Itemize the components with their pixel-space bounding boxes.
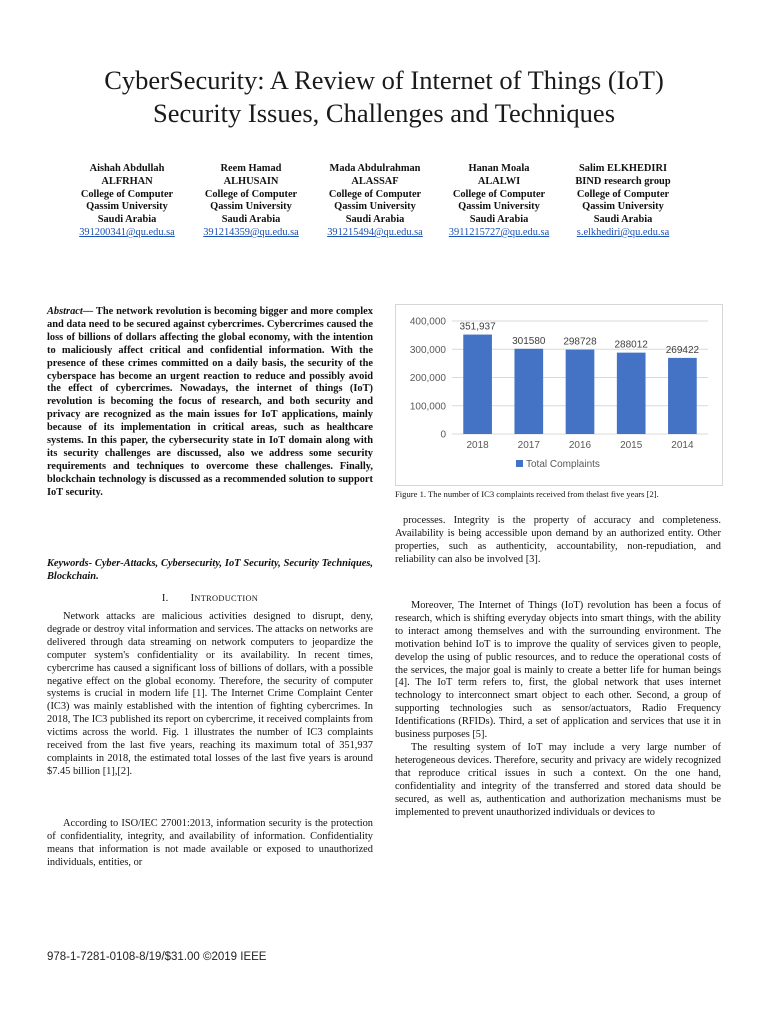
- y-tick-label: 400,000: [409, 316, 446, 328]
- data-label: 269422: [665, 344, 700, 356]
- x-tick-label: 2014: [671, 440, 694, 451]
- intro-paragraph-2: [47, 818, 373, 870]
- author-name: Reem Hamad: [220, 163, 282, 174]
- author-country: Saudi Arabia: [345, 214, 405, 226]
- y-tick-label: 200,000: [409, 373, 446, 384]
- author-country: Saudi Arabia: [593, 214, 653, 226]
- data-label: 301580: [512, 335, 546, 347]
- author-college: College of Computer: [452, 188, 546, 200]
- author-country: Saudi Arabia: [97, 214, 157, 226]
- author-college: College of Computer: [328, 188, 422, 200]
- bar-2014: [668, 358, 697, 434]
- author-name: Hanan Moala: [468, 163, 530, 174]
- section-number: I.: [161, 593, 169, 604]
- section-initial: I: [190, 593, 195, 604]
- author-email-link[interactable]: 391214359@qu.edu.sa: [203, 226, 299, 238]
- author-name: Mada Abdulrahman: [329, 163, 421, 174]
- paragraph-text: The resulting system of IoT may include a very large number of heterogeneous devices. Therefore, security and privacy are widely recognized that reproduce critical issues in such a context. On the one hand, confidentiality and integrity of the transferred and stored data should be secured, as well as, authentication and authorization mechanisms must be implemented to prevent unauthorized individuals or devices to: [395, 741, 721, 818]
- y-tick-label: 0: [440, 429, 446, 441]
- author-surname: ALHUSAIN: [223, 175, 279, 187]
- x-tick-label: 2016: [568, 440, 592, 451]
- author-email-link[interactable]: 3911215727@qu.edu.sa: [448, 226, 550, 238]
- author-country: Saudi Arabia: [221, 214, 281, 226]
- title-line-2: Security Issues, Challenges and Techniques: [152, 98, 616, 128]
- x-tick-label: 2017: [517, 440, 540, 451]
- author-email-link[interactable]: s.elkhediri@qu.edu.sa: [576, 226, 670, 238]
- data-label: 298728: [563, 336, 597, 348]
- copyright-footer: 978-1-7281-0108-8/19/$31.00 ©2019 IEEE: [47, 951, 267, 963]
- author-email-link[interactable]: 391215494@qu.edu.sa: [327, 226, 423, 238]
- bar-chart-svg: [396, 305, 722, 485]
- title-line-1: CyberSecurity: A Review of Internet of Things (IoT): [104, 65, 664, 95]
- paper-title: [0, 64, 768, 130]
- author-university: Qassim University: [334, 201, 416, 213]
- data-label: 351,937: [459, 321, 496, 333]
- bar-2017: [514, 349, 543, 434]
- right-paragraph-1: [395, 515, 721, 567]
- section-title-rest: NTRODUCTION: [194, 594, 259, 603]
- author-surname: ALFRHAN: [101, 175, 153, 187]
- bar-2015: [617, 353, 646, 434]
- author-university: Qassim University: [458, 201, 540, 213]
- paragraph-text: Network attacks are malicious activities designed to disrupt, deny, degrade or destroy vital information and services. The attacks on networks are delivered through data streaming on network computers to jeopardize the computer system's confidentiality or its availability. In recent times, cybercrime has caused a significant loss of billions of dollars, with a possible negative effect on the global economy. Therefore, the security of computer systems is crucial in modern life [1]. The Internet Crime Complaint Center (IC3) was mainly established with the intention of fighting cybercrimes. In 2018, The IC3 published its report on cybercrime, it received complaints from victims across the world. Fig. 1 illustrates the number of IC3 complaints received from the last five years, reaching its maximum total of 351,937 complaints in 2018, the estimated total losses of the last five years is around $7.45 billion [1],[2].: [47, 611, 373, 777]
- author-college: College of Computer: [80, 188, 174, 200]
- data-label: 288012: [614, 339, 648, 351]
- author-college: College of Computer: [576, 188, 670, 200]
- author-name: Salim ELKHEDIRI: [578, 163, 668, 174]
- figure-caption: Figure 1. The number of IC3 complaints received from thelast five years [2].: [395, 489, 659, 499]
- author-email-link[interactable]: 391200341@qu.edu.sa: [79, 226, 175, 238]
- author-3: [310, 163, 440, 240]
- author-university: Qassim University: [210, 201, 292, 213]
- author-list: [62, 163, 712, 243]
- y-tick-label: 300,000: [409, 344, 446, 356]
- author-5: [558, 163, 688, 240]
- author-college: College of Computer: [204, 188, 298, 200]
- bar-2018: [463, 335, 492, 434]
- author-university: Qassim University: [582, 201, 664, 213]
- author-surname: BIND research group: [575, 175, 671, 187]
- author-1: [62, 163, 192, 240]
- author-name: Aishah Abdullah: [89, 163, 165, 174]
- right-paragraphs: [395, 600, 721, 819]
- intro-paragraph-1: [47, 611, 373, 779]
- x-tick-label: 2015: [620, 440, 643, 451]
- author-2: [186, 163, 316, 240]
- legend-swatch: [516, 460, 523, 467]
- x-tick-label: 2018: [466, 440, 489, 451]
- author-university: Qassim University: [86, 201, 168, 213]
- bar-2016: [566, 350, 595, 434]
- abstract: [47, 306, 373, 500]
- paragraph-text: processes. Integrity is the property of accuracy and completeness. Availability is being accessible upon demand by an authorized entity. Other properties, such as authenticity, accountability, non-repudiation, and reliability can also be involved [3].: [395, 515, 721, 565]
- abstract-label: Abstract—: [47, 306, 94, 317]
- author-country: Saudi Arabia: [469, 214, 529, 226]
- legend-label: Total Complaints: [526, 459, 600, 470]
- paragraph-text: Moreover, The Internet of Things (IoT) revolution has been a focus of research, which is shifting everyday objects into smart things, with the ability to interact among themselves and with the surrounding environment. The motivation behind IoT is to improve the quality of services given to people, develop the using of public resources, and to reduce the operational costs of the services, the major goal is mainly to create a better life for human beings [4]. The IoT term refers to, first, the global network that uses internet technology to interconnect smart object to each other. Second, a group of supporting technologies such as sensor/actuators, Radio Frequency Identifications (RFIDs). Third, a set of application and services that use it in business purposes [5].: [395, 600, 721, 741]
- keywords: Keywords- Cyber-Attacks, Cybersecurity, IoT Security, Security Techniques, Blockchain.: [47, 558, 373, 582]
- y-tick-label: 100,000: [409, 401, 446, 413]
- author-surname: ALASSAF: [351, 175, 399, 187]
- section-heading-introduction: [47, 593, 373, 604]
- abstract-text: The network revolution is becoming bigger and more complex and data need to be secured against cybercrimes. Cybercrimes caused the loss of billions of dollars affecting the global economy, with the intention to maliciously affect critical and confidential information. With the presence of these crimes committed on a daily basis, the security of the cyberspace has become an urgent reaction to reduce and possibly avoid the effect of cybercrimes. Nowadays, the internet of things (IoT) revolution is becoming the focus of research, and both security and privacy are recognized as the main issues for IoT applications, mainly because of its implementation in critical areas, such as healthcare systems. In this paper, the cybersecurity state in IoT domain along with its security challenges are discussed, also we address some security requirements and techniques to overcome these challenges. Finally, blockchain technology is discussed as a recommended solution to support IoT security.: [47, 306, 373, 498]
- author-surname: ALALWI: [477, 175, 521, 187]
- paragraph-text: According to ISO/IEC 27001:2013, information security is the protection of confidentiality, integrity, and availability of information. Confidentiality means that information is not made available or exposed to unauthorized individuals, entities, or: [47, 818, 373, 868]
- figure-1-chart: [395, 304, 723, 486]
- author-4: [434, 163, 564, 240]
